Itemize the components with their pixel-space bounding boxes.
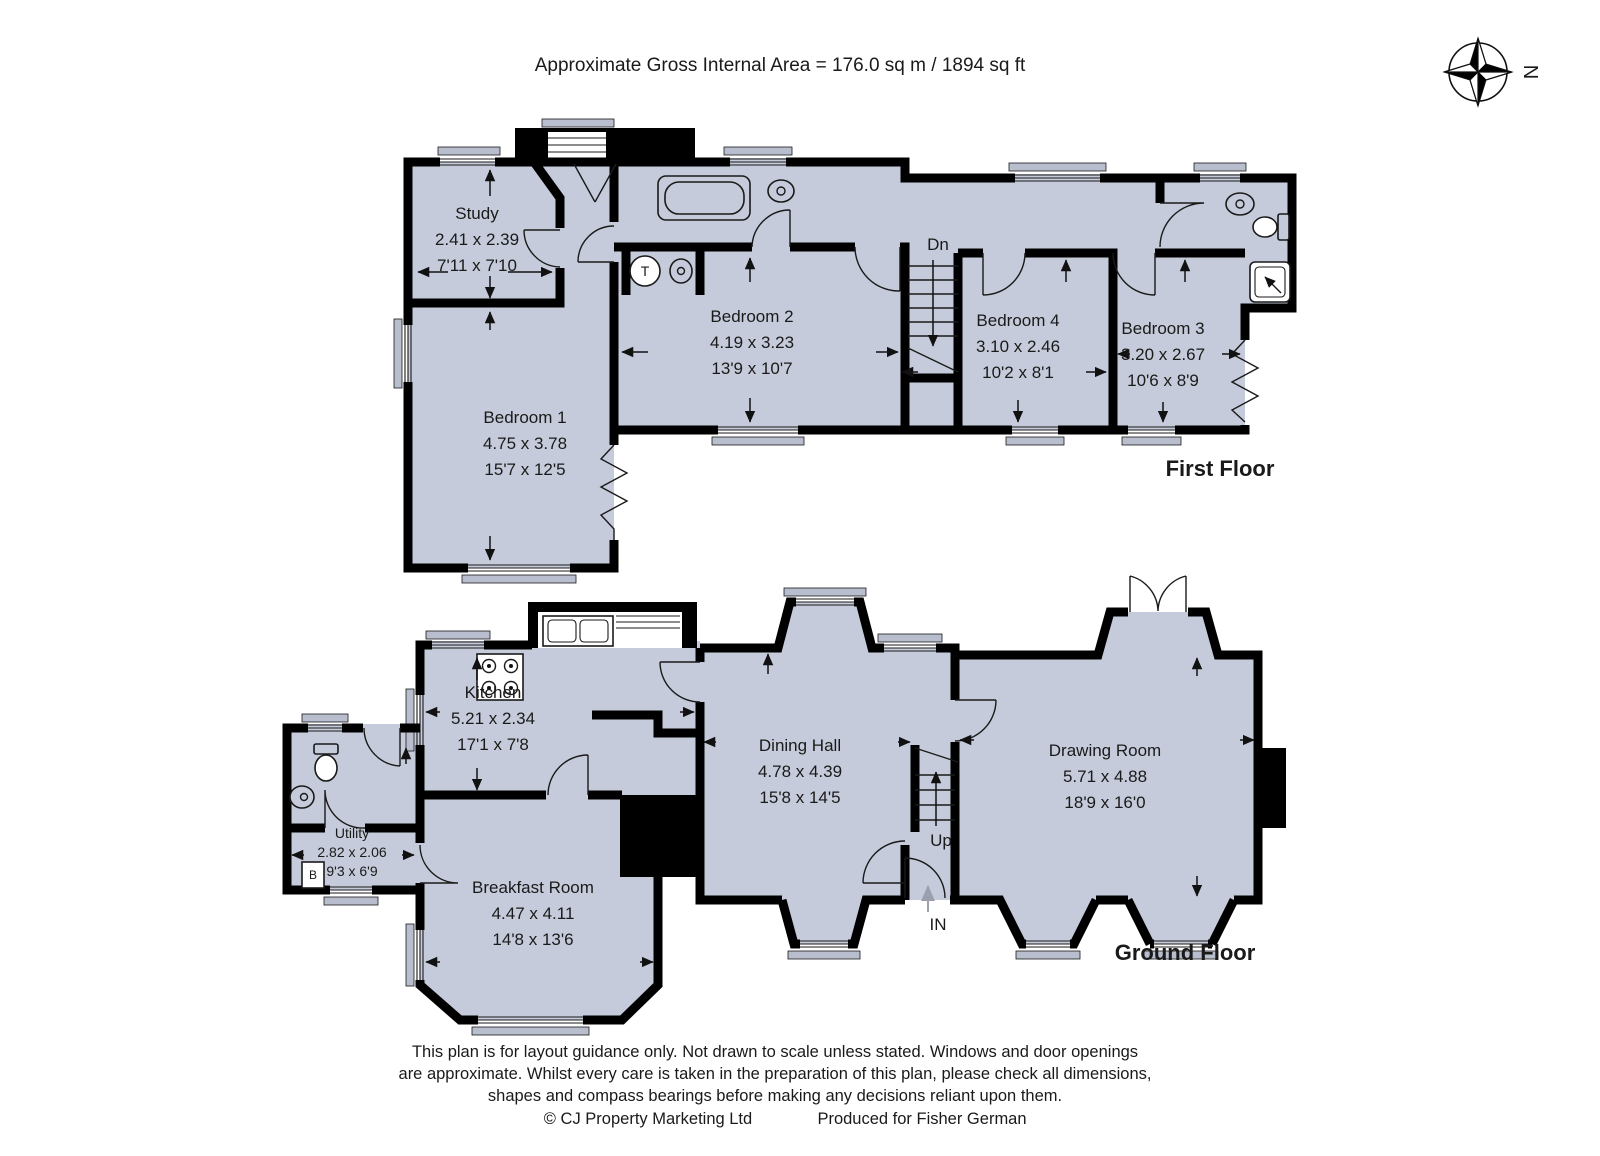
room-imperial-bedroom2: 13'9 x 10'7: [711, 359, 793, 378]
room-label-bedroom1: Bedroom 1: [483, 408, 567, 427]
room-label-bedroom4: Bedroom 4: [976, 311, 1060, 330]
disclaimer-line-1: This plan is for layout guidance only. Not drawn to scale unless stated. Windows and door openings: [411, 1043, 1139, 1061]
page-title: Approximate Gross Internal Area = 176.0 sq m / 1894 sq ft: [534, 55, 1026, 76]
room-metric-utility: 2.82 x 2.06: [317, 844, 387, 860]
disclaimer-line-3: shapes and compass bearings before making any decisions reliant upon them.: [487, 1087, 1063, 1105]
room-label-utility: Utility: [334, 825, 370, 841]
tank-label: T: [640, 263, 650, 279]
room-metric-bedroom4: 3.10 x 2.46: [975, 337, 1061, 356]
room-label-kitchen: Kitchen: [464, 683, 522, 702]
toilet-icon: [1253, 214, 1289, 240]
bathtub-icon: [658, 176, 750, 220]
copyright-text: © CJ Property Marketing Ltd: [543, 1110, 753, 1128]
disclaimer-line-2: are approximate. Whilst every care is taken in the preparation of this plan, please check all dimensions,: [398, 1065, 1152, 1083]
room-imperial-breakfast: 14'8 x 13'6: [492, 930, 574, 949]
room-metric-breakfast: 4.47 x 4.11: [491, 904, 575, 923]
basin-icon: [768, 180, 794, 202]
room-imperial-dining: 15'8 x 14'5: [759, 788, 841, 807]
stairs-up-label: Up: [930, 831, 952, 850]
french-doors: [1130, 576, 1186, 612]
room-metric-bedroom2: 4.19 x 3.23: [709, 333, 795, 352]
room-metric-bedroom3: 3.20 x 2.67: [1120, 345, 1206, 364]
room-label-dining: Dining Hall: [758, 736, 842, 755]
room-metric-study: 2.41 x 2.39: [434, 230, 520, 249]
first-floor-title: First Floor: [1165, 456, 1275, 481]
room-metric-dining: 4.78 x 4.39: [757, 762, 843, 781]
compass-north-label: N: [1519, 64, 1541, 80]
footer-disclaimer: [399, 1043, 1152, 1128]
boiler-label: B: [308, 868, 318, 882]
basin-icon: [670, 259, 692, 283]
room-metric-bedroom1: 4.75 x 3.78: [482, 434, 568, 453]
chimney-wall: [1258, 748, 1286, 828]
first-floor-plan: [394, 119, 1292, 583]
room-imperial-drawing: 18'9 x 16'0: [1064, 793, 1146, 812]
entrance-label: IN: [929, 915, 947, 934]
sink-icon: [543, 616, 613, 646]
room-metric-kitchen: 5.21 x 2.34: [450, 709, 536, 728]
room-imperial-kitchen: 17'1 x 7'8: [457, 735, 529, 754]
room-imperial-bedroom3: 10'6 x 8'9: [1127, 371, 1199, 390]
ground-floor-plan: [287, 576, 1286, 1035]
room-metric-drawing: 5.71 x 4.88: [1062, 767, 1148, 786]
room-imperial-bedroom1: 15'7 x 12'5: [484, 460, 566, 479]
room-imperial-utility: 9'3 x 6'9: [326, 863, 378, 879]
compass-icon: [1444, 38, 1541, 106]
toilet-icon: [314, 744, 338, 781]
produced-by-text: Produced for Fisher German: [817, 1110, 1027, 1128]
room-study-bedroom1: [408, 162, 614, 568]
room-imperial-bedroom4: 10'2 x 8'1: [982, 363, 1054, 382]
ground-floor-title: Ground Floor: [1114, 940, 1256, 965]
basin-icon: [1226, 193, 1254, 215]
shower-icon: [1250, 262, 1290, 302]
room-label-drawing: Drawing Room: [1048, 741, 1162, 760]
room-label-breakfast: Breakfast Room: [472, 878, 594, 897]
room-label-bedroom3: Bedroom 3: [1121, 319, 1205, 338]
room-label-study: Study: [455, 204, 499, 223]
room-imperial-study: 7'11 x 7'10: [437, 256, 517, 275]
stairs-down-label: Dn: [927, 235, 949, 254]
window-sill: [542, 119, 614, 127]
room-label-bedroom2: Bedroom 2: [710, 307, 794, 326]
chimney-wall: [620, 795, 700, 877]
basin-icon: [290, 786, 314, 808]
